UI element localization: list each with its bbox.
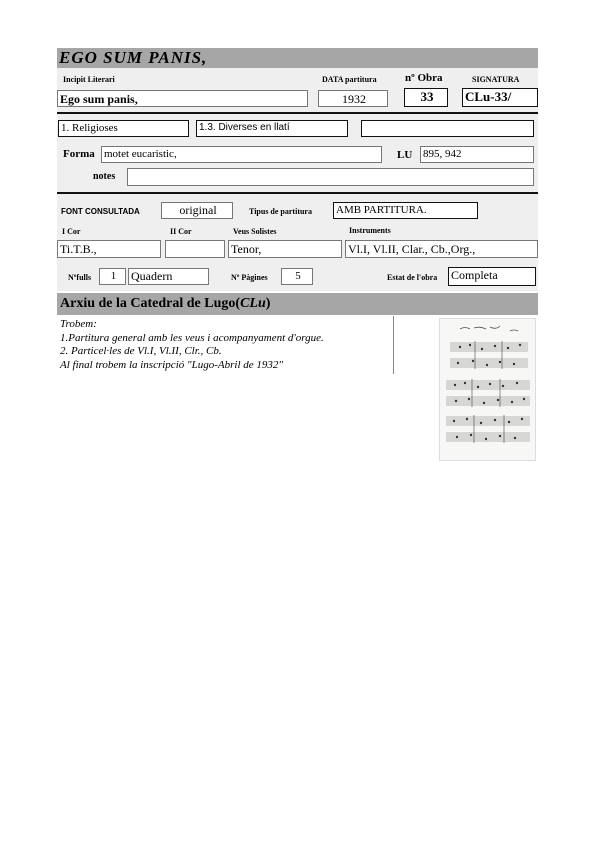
- signatura-label: SIGNATURA: [472, 75, 520, 84]
- obra-field[interactable]: 33: [404, 88, 448, 107]
- category-1-field[interactable]: 1. Religioses: [58, 120, 189, 137]
- icor-field[interactable]: Ti.T.B.,: [57, 240, 161, 258]
- estat-field[interactable]: Completa: [448, 267, 536, 286]
- forma-label: Forma: [63, 148, 95, 160]
- estat-label: Estat de l'obra: [387, 273, 438, 282]
- date-label: DATA partitura: [322, 75, 377, 84]
- notes-field[interactable]: [127, 168, 534, 186]
- score-thumbnail: [439, 318, 536, 461]
- icor-label: I Cor: [62, 227, 81, 236]
- format-field[interactable]: Quadern: [128, 268, 209, 285]
- divider: [393, 316, 394, 374]
- archive-notes: [60, 318, 324, 372]
- veus-field[interactable]: Tenor,: [228, 240, 342, 258]
- font-field[interactable]: original: [161, 202, 233, 219]
- lu-label: LU: [397, 149, 413, 161]
- iicor-label: II Cor: [170, 227, 192, 236]
- notes-label: notes: [93, 171, 116, 182]
- veus-label: Veus Solistes: [233, 227, 277, 236]
- instruments-field[interactable]: Vl.I, Vl.II, Clar., Cb.,Org.,: [345, 240, 538, 258]
- archive-abbr: CLu: [240, 296, 266, 311]
- archive-title: [60, 294, 270, 314]
- archive-close: ): [265, 296, 271, 311]
- score-image: [440, 319, 535, 460]
- archive-name: Arxiu de la Catedral de Lugo(: [60, 296, 241, 311]
- category-3-field[interactable]: [361, 120, 534, 137]
- page-title: EGO SUM PANIS,: [59, 48, 208, 67]
- lu-field[interactable]: 895, 942: [420, 146, 534, 163]
- npag-label: Nº Pàgines: [231, 273, 268, 282]
- npag-field[interactable]: 5: [281, 268, 313, 285]
- nfulls-label: Nºfulls: [68, 273, 92, 282]
- obra-label: nº Obra: [405, 72, 443, 84]
- note-line: 1.Partitura general amb les veus i acompanyament d'orgue.: [60, 331, 324, 344]
- incipit-label: Incipit Literari: [63, 75, 115, 84]
- incipit-field[interactable]: Ego sum panis,: [57, 90, 308, 107]
- note-line: Al final trobem la inscripció "Lugo-Abril de 1932": [60, 358, 284, 371]
- forma-field[interactable]: motet eucaristic,: [101, 146, 382, 163]
- nfulls-field[interactable]: 1: [99, 268, 126, 285]
- note-line: Trobem:: [60, 318, 97, 330]
- tipus-field[interactable]: AMB PARTITURA.: [333, 202, 478, 219]
- font-label: FONT CONSULTADA: [61, 207, 140, 216]
- iicor-field[interactable]: [165, 240, 225, 258]
- instruments-label: Instruments: [349, 226, 391, 235]
- tipus-label: Tipus de partitura: [249, 207, 312, 216]
- category-2-field[interactable]: 1.3. Diverses en llatí: [196, 120, 348, 137]
- date-field[interactable]: 1932: [318, 90, 388, 107]
- signatura-field[interactable]: CLu-33/: [462, 88, 538, 107]
- note-line: 2. Particel·les de Vl.I, Vl.II, Clr., Cb.: [60, 345, 222, 357]
